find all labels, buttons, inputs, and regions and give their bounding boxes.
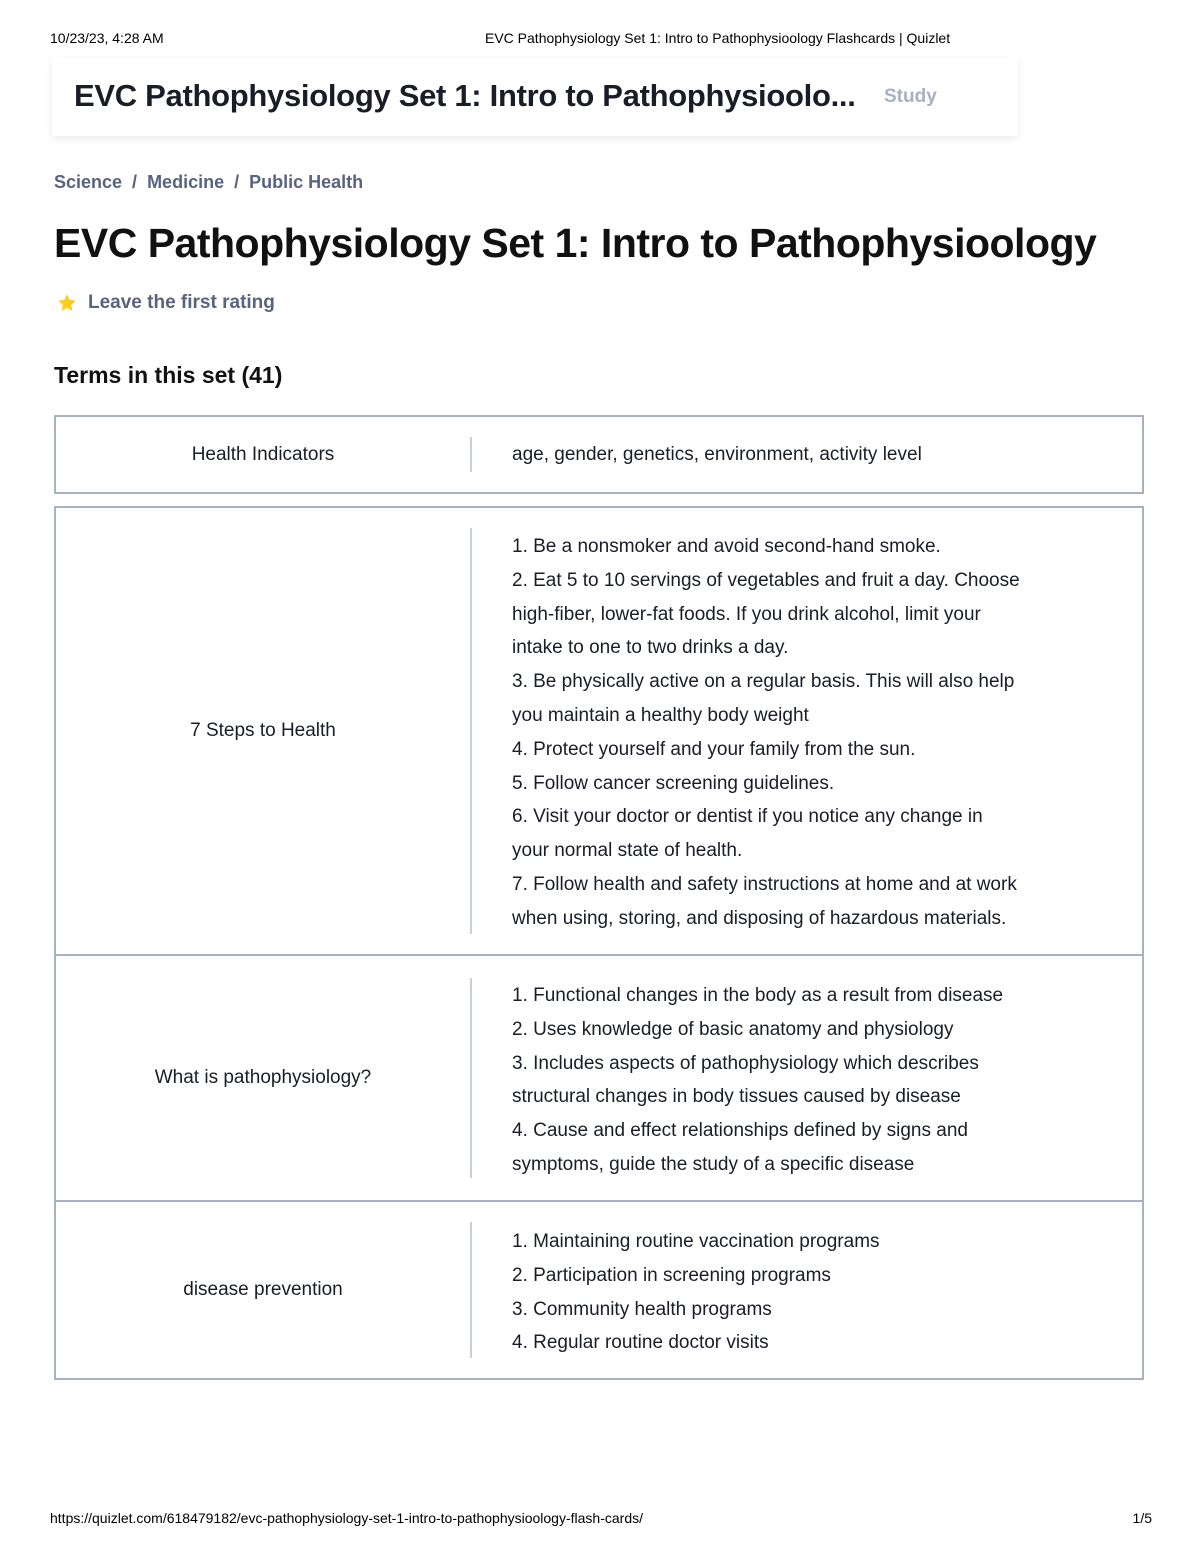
definition-line: 2. Eat 5 to 10 servings of vegetables and fruit a day. Choose: [512, 569, 1020, 591]
card-divider: [470, 978, 472, 1178]
definition-line: 3. Be physically active on a regular basis. This will also help: [512, 671, 1015, 693]
card-divider: [470, 528, 472, 934]
definition-line: 2. Uses knowledge of basic anatomy and physiology: [512, 1018, 954, 1040]
definition-line: 1. Functional changes in the body as a result from disease: [512, 985, 1004, 1006]
term-card: [54, 954, 1144, 1202]
card-definition: [512, 979, 1082, 1182]
definition-line: symptoms, guide the study of a specific disease: [512, 1153, 915, 1175]
definition-line: 7. Follow health and safety instructions at home and at work: [512, 873, 1017, 895]
definition-line: 1. Be a nonsmoker and avoid second-hand smoke.: [512, 536, 941, 557]
definition-line: 5. Follow cancer screening guidelines.: [512, 772, 835, 794]
breadcrumb-public-health[interactable]: Public Health: [249, 172, 364, 192]
print-date: 10/23/23, 4:28 AM: [50, 30, 164, 46]
card-term: disease prevention: [183, 1279, 343, 1300]
terms-heading: Terms in this set (41): [54, 362, 283, 388]
definition-line: 3. Includes aspects of pathophysiology which describes: [512, 1052, 979, 1074]
print-header: [50, 30, 1150, 48]
card-term: 7 Steps to Health: [190, 720, 336, 741]
definition-line: 4. Regular routine doctor visits: [512, 1332, 769, 1354]
print-page-number: 1/5: [1132, 1510, 1152, 1526]
breadcrumb-separator: /: [132, 172, 138, 192]
print-url: https://quizlet.com/618479182/evc-pathophysiology-set-1-intro-to-pathophysioology-flash-cards/: [50, 1510, 643, 1526]
card-term: What is pathophysiology?: [154, 1067, 372, 1088]
print-footer: [50, 1510, 1152, 1528]
definition-line: intake to one to two drinks a day.: [512, 637, 789, 659]
definition-line: when using, storing, and disposing of hazardous materials.: [512, 907, 1007, 929]
definition-line: 6. Visit your doctor or dentist if you notice any change in: [512, 806, 983, 828]
study-button[interactable]: Study: [884, 86, 937, 107]
print-doc-title: EVC Pathophysiology Set 1: Intro to Pathophysioology Flashcards | Quizlet: [485, 30, 951, 46]
card-definition: [512, 438, 1082, 472]
breadcrumb: [54, 172, 363, 193]
definition-line: 4. Protect yourself and your family from the sun.: [512, 738, 916, 760]
card-term: Health Indicators: [191, 443, 335, 465]
sticky-set-title: EVC Pathophysiology Set 1: Intro to Pathophysioolo...: [74, 78, 856, 113]
definition-line: age, gender, genetics, environment, activity level: [512, 444, 922, 465]
definition-line: structural changes in body tissues caused by disease: [512, 1086, 961, 1108]
definition-line: high-fiber, lower-fat foods. If you drink alcohol, limit your: [512, 603, 981, 625]
definition-line: 4. Cause and effect relationships defined by signs and: [512, 1120, 968, 1142]
sticky-header-bar: [52, 58, 1018, 136]
definition-line: 1. Maintaining routine vaccination programs: [512, 1231, 880, 1252]
definition-line: 2. Participation in screening programs: [512, 1264, 831, 1286]
card-divider: [470, 1222, 472, 1358]
breadcrumb-separator: /: [234, 172, 240, 192]
definition-line: you maintain a healthy body weight: [512, 704, 809, 726]
card-divider: [470, 437, 472, 472]
breadcrumb-science[interactable]: Science: [54, 172, 123, 192]
breadcrumb-medicine[interactable]: Medicine: [147, 172, 225, 192]
star-icon: [56, 292, 78, 314]
definition-line: your normal state of health.: [512, 840, 743, 862]
term-card: [54, 1200, 1144, 1380]
card-definition: [512, 1225, 1082, 1360]
rating-label: Leave the first rating: [88, 292, 275, 313]
rating-link[interactable]: [56, 292, 275, 314]
definition-line: 3. Community health programs: [512, 1298, 772, 1320]
page-title: EVC Pathophysiology Set 1: Intro to Pathophysioology: [54, 220, 1097, 266]
card-definition: [512, 530, 1082, 936]
term-card: [54, 415, 1144, 494]
term-card: [54, 506, 1144, 956]
